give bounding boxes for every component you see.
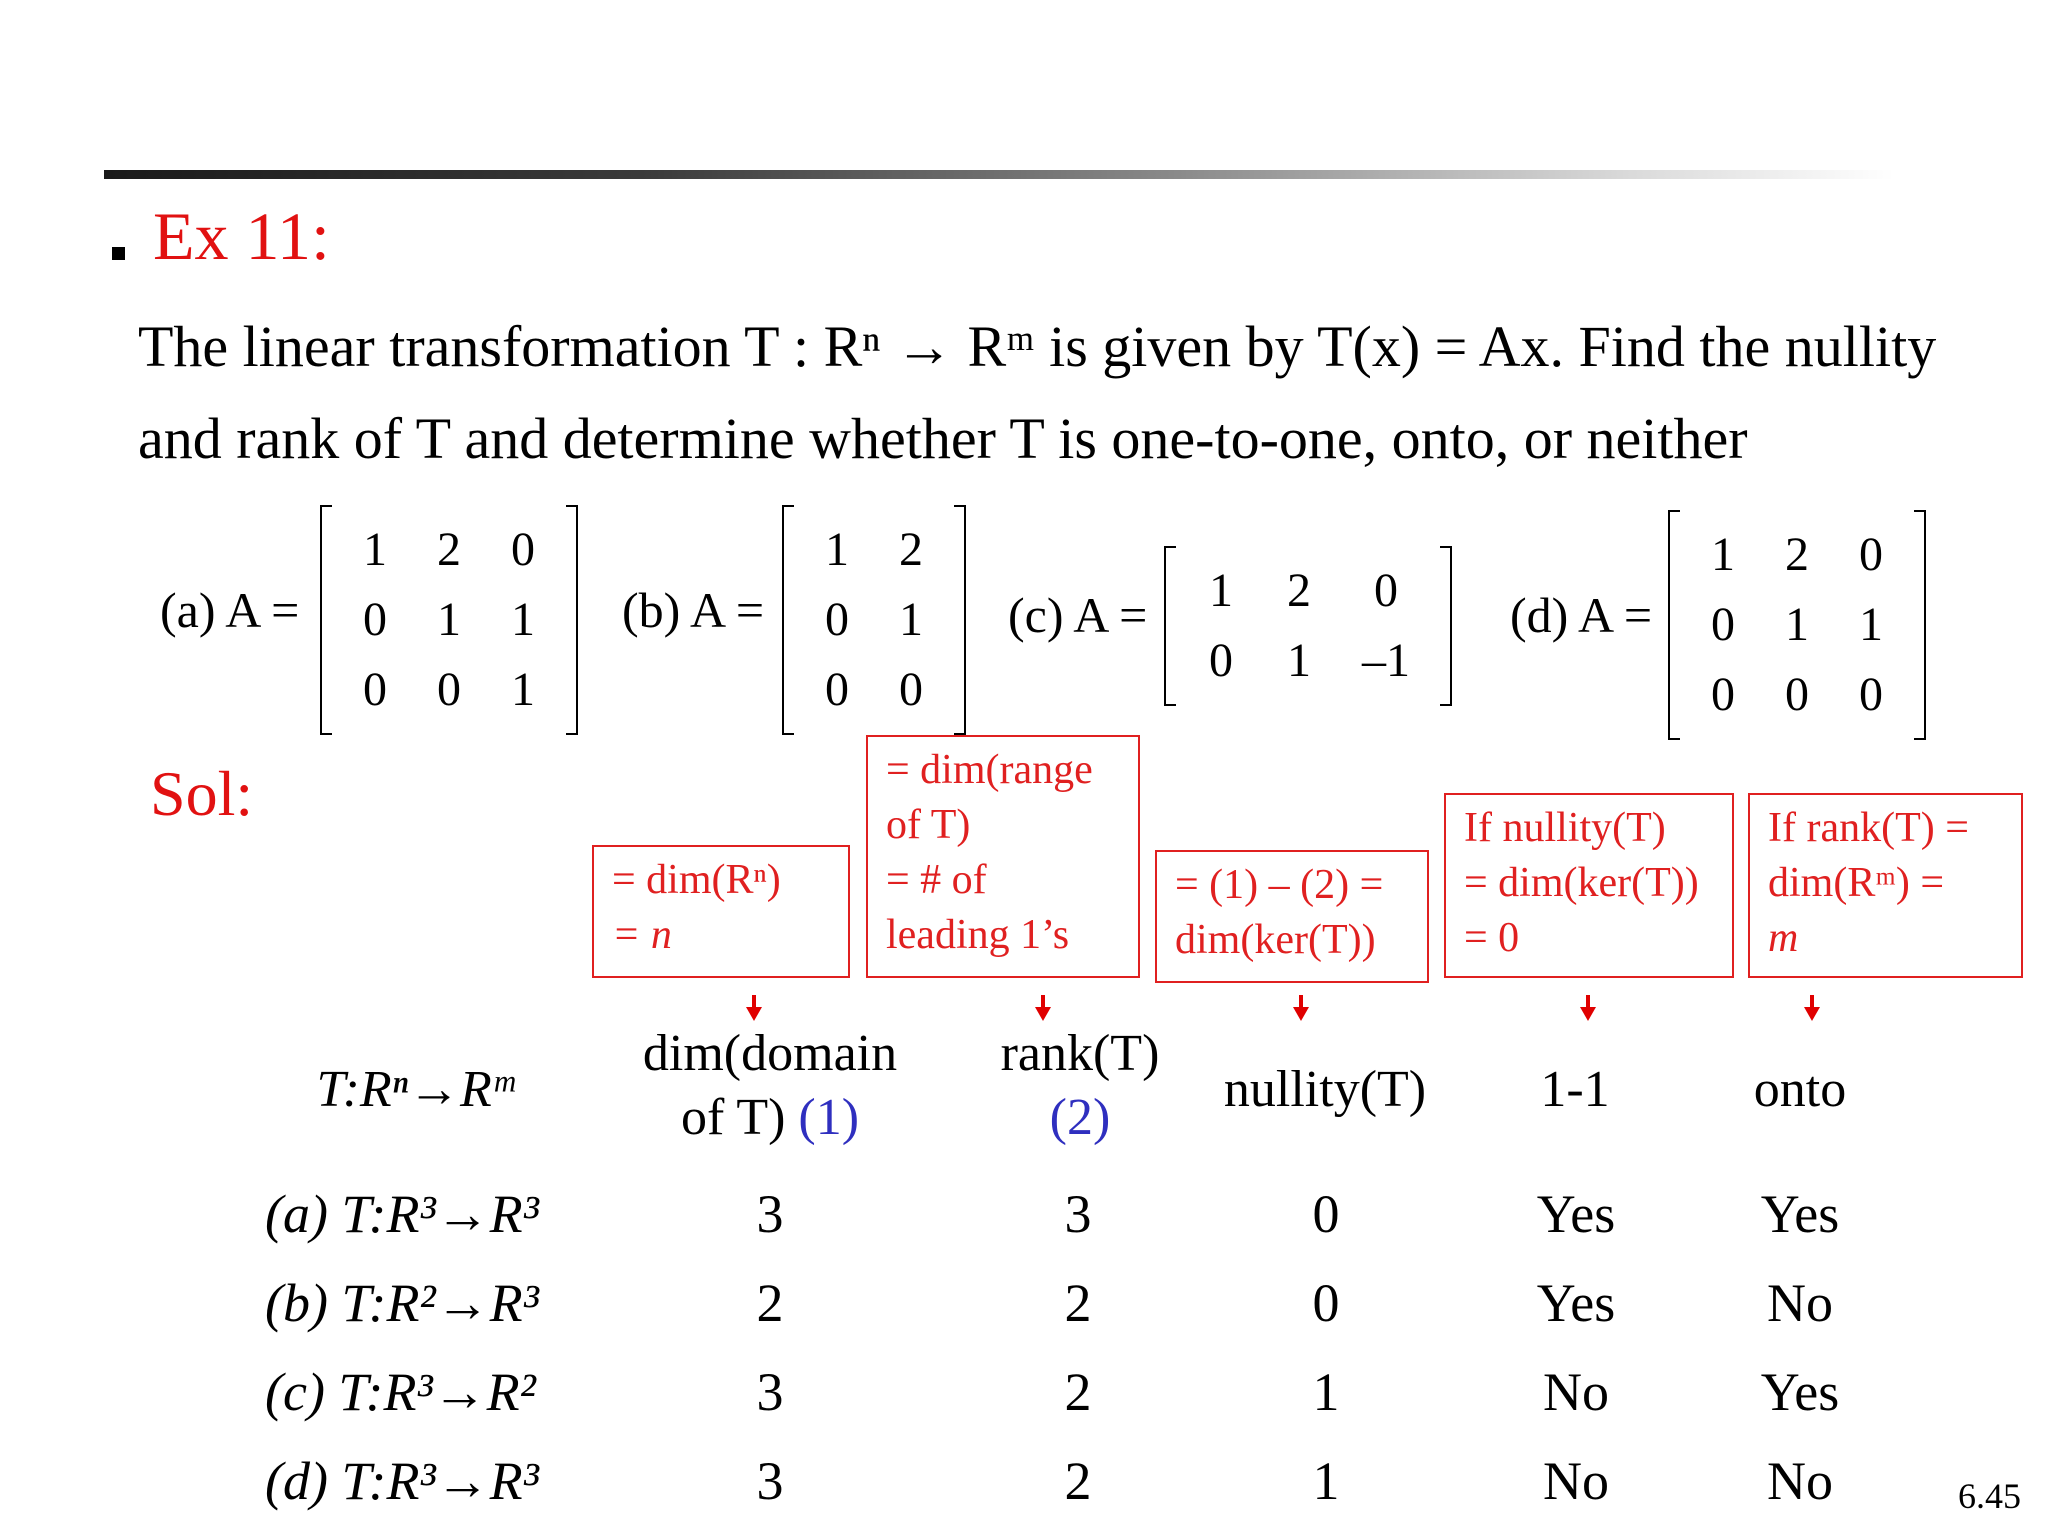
- matrix-c-label: (c) A =: [1008, 587, 1148, 643]
- solution-label: Sol:: [150, 758, 254, 829]
- matrix-d-label: (d) A =: [1510, 587, 1653, 643]
- matrix-cell: 0: [825, 663, 849, 716]
- table-cell: Yes: [1760, 1184, 1840, 1244]
- matrix-cell: 0: [1209, 634, 1233, 687]
- matrix-cell: 0: [363, 663, 387, 716]
- matrix-cell: 1: [1287, 634, 1311, 687]
- table-cell: No: [1767, 1451, 1833, 1511]
- table-cell: 3: [756, 1451, 784, 1511]
- matrix-c: [1164, 546, 1452, 706]
- note-line: dim(ker(T)): [1175, 917, 1376, 963]
- matrix-cell: 0: [1711, 598, 1735, 651]
- note-line: = dim(range: [886, 747, 1093, 793]
- col-header-one-to-one: 1-1: [1540, 1061, 1610, 1118]
- note-line: = dim(Rⁿ): [612, 857, 781, 903]
- bullet-square: [112, 247, 125, 260]
- matrix-cell: 1: [363, 523, 387, 576]
- table-cell: Yes: [1760, 1362, 1840, 1422]
- note-line: of T): [886, 802, 971, 848]
- note-line: = (1) – (2) =: [1175, 862, 1384, 908]
- matrix-cell: 0: [899, 663, 923, 716]
- table-cell: 2: [1064, 1273, 1092, 1333]
- matrix-cell: 1: [899, 593, 923, 646]
- table-cell: No: [1543, 1451, 1609, 1511]
- title-divider: [104, 170, 1894, 179]
- table-cell: Yes: [1536, 1273, 1616, 1333]
- note-box-nullity: [1155, 850, 1429, 983]
- matrix-cell: 1: [511, 593, 535, 646]
- table-cell: 3: [756, 1362, 784, 1422]
- matrix-d: [1668, 510, 1926, 740]
- matrix-cell: 0: [437, 663, 461, 716]
- note-line: If rank(T) =: [1768, 805, 1969, 851]
- matrix-cell: 2: [437, 523, 461, 576]
- problem-statement-line-2: and rank of T and determine whether T is one-to-one, onto, or neither: [138, 406, 1748, 471]
- matrix-cell: 1: [1209, 564, 1233, 617]
- table-cell: No: [1543, 1362, 1609, 1422]
- note-line: = 0: [1464, 915, 1520, 961]
- page-number: 6.45: [1958, 1476, 2021, 1516]
- note-box-one-to-one: [1444, 793, 1734, 978]
- matrix-cell: 0: [1785, 668, 1809, 721]
- col-header-rank: rank(T) (2): [1000, 1025, 1160, 1146]
- note-box-onto: [1748, 793, 2023, 978]
- note-box-rank: [866, 735, 1140, 978]
- matrix-cell: 1: [825, 523, 849, 576]
- table-cell: 3: [1064, 1184, 1092, 1244]
- matrix-a: [320, 505, 578, 735]
- row-label: (a) T:R³→R³: [265, 1184, 539, 1244]
- table-cell: No: [1767, 1273, 1833, 1333]
- example-title: Ex 11:: [153, 198, 330, 274]
- matrix-cell: –1: [1362, 634, 1410, 687]
- col-header-nullity: nullity(T): [1223, 1061, 1427, 1118]
- note-line: m: [1768, 915, 1799, 961]
- matrix-cell: 0: [363, 593, 387, 646]
- table-cell: 2: [1064, 1451, 1092, 1511]
- table-corner-header: T:Rⁿ→Rᵐ: [316, 1061, 514, 1118]
- matrix-cell: 0: [825, 593, 849, 646]
- matrix-cell: 1: [1859, 598, 1883, 651]
- matrix-b-label: (b) A =: [622, 582, 765, 638]
- note-line: = # of: [886, 857, 987, 903]
- table-cell: 1: [1312, 1362, 1340, 1422]
- matrix-cell: 0: [1711, 668, 1735, 721]
- table-cell: 3: [756, 1184, 784, 1244]
- note-line: leading 1’s: [886, 912, 1070, 958]
- col-header-onto: onto: [1753, 1061, 1847, 1118]
- row-label: (c) T:R³→R²: [265, 1362, 536, 1422]
- matrix-cell: 0: [1859, 528, 1883, 581]
- matrix-a-label: (a) A =: [160, 582, 300, 638]
- note-line: If nullity(T): [1464, 805, 1666, 851]
- matrix-cell: 1: [1785, 598, 1809, 651]
- table-cell: 2: [1064, 1362, 1092, 1422]
- matrix-b: [782, 505, 966, 735]
- table-cell: 0: [1312, 1184, 1340, 1244]
- table-cell: Yes: [1536, 1184, 1616, 1244]
- row-label: (b) T:R²→R³: [265, 1273, 539, 1333]
- col-header-domain: dim(domain of T) (1): [642, 1025, 898, 1146]
- note-box-domain: [592, 845, 850, 978]
- problem-statement-line-1: The linear transformation T : Rⁿ → Rᵐ is given by T(x) = Ax. Find the nullity: [138, 314, 1937, 379]
- matrix-cell: 1: [511, 663, 535, 716]
- table-cell: 0: [1312, 1273, 1340, 1333]
- matrix-cell: 1: [437, 593, 461, 646]
- note-line: = n: [612, 912, 672, 958]
- table-cell: 1: [1312, 1451, 1340, 1511]
- note-line: = dim(ker(T)): [1464, 860, 1699, 906]
- matrix-cell: 2: [899, 523, 923, 576]
- matrix-cell: 2: [1785, 528, 1809, 581]
- table-cell: 2: [756, 1273, 784, 1333]
- note-line: dim(Rᵐ) =: [1768, 860, 1945, 906]
- row-label: (d) T:R³→R³: [265, 1451, 539, 1511]
- matrix-cell: 1: [1711, 528, 1735, 581]
- matrix-cell: 0: [511, 523, 535, 576]
- matrix-cell: 0: [1374, 564, 1398, 617]
- matrix-cell: 0: [1859, 668, 1883, 721]
- matrix-cell: 2: [1287, 564, 1311, 617]
